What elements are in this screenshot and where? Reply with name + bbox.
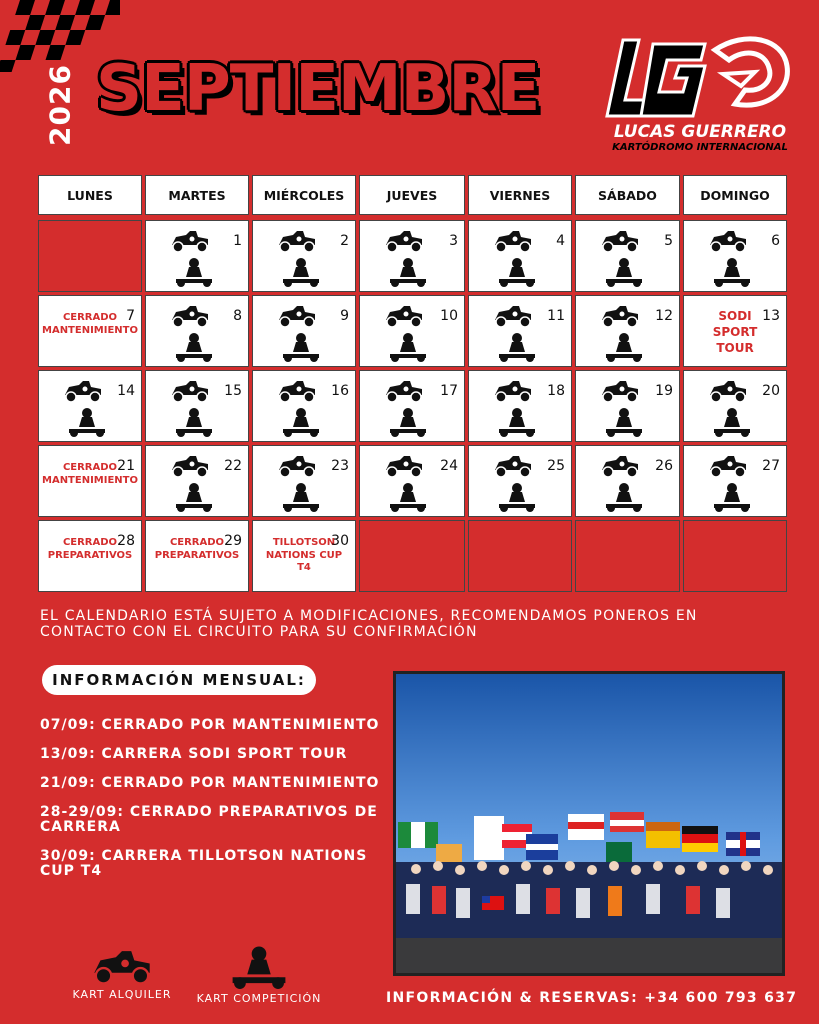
legend-rental — [62, 945, 182, 1001]
day-cell-30 — [252, 520, 356, 592]
day-number: 29 — [224, 533, 242, 549]
day-cell-11 — [468, 295, 572, 367]
competition-kart-icon — [279, 407, 323, 437]
legend-rental-label: KART ALQUILER — [72, 988, 172, 1001]
empty-day-cell — [359, 520, 465, 592]
day-cell-23 — [252, 445, 356, 517]
event-item: 28-29/09: CERRADO PREPARATIVOS DE CARRERA — [40, 804, 378, 835]
competition-kart-icon — [386, 482, 430, 512]
day-number: 8 — [233, 308, 242, 324]
day-number: 21 — [117, 458, 135, 474]
competition-kart-icon — [710, 407, 754, 437]
rental-kart-icon — [706, 452, 750, 478]
day-cell-16 — [252, 370, 356, 442]
day-cell-22 — [145, 445, 249, 517]
competition-kart-icon — [386, 257, 430, 287]
competition-kart-icon — [172, 407, 216, 437]
rental-kart-icon — [61, 377, 105, 403]
day-number: 3 — [449, 233, 458, 249]
day-note: CERRADO PREPARATIVOS — [154, 537, 240, 561]
day-cell-20 — [683, 370, 787, 442]
rental-kart-icon — [706, 377, 750, 403]
day-header-6: SÁBADO — [575, 175, 680, 215]
competition-kart-icon — [495, 407, 539, 437]
event-list — [40, 718, 380, 893]
day-number: 5 — [664, 233, 673, 249]
rental-kart-icon — [275, 227, 319, 253]
day-number: 19 — [655, 383, 673, 399]
day-note: SODI SPORT TOUR — [712, 309, 758, 355]
rental-kart-icon — [491, 452, 535, 478]
day-cell-29 — [145, 520, 249, 592]
day-number: 16 — [331, 383, 349, 399]
day-cell-28 — [38, 520, 142, 592]
day-cell-3 — [359, 220, 465, 292]
day-number: 23 — [331, 458, 349, 474]
day-number: 22 — [224, 458, 242, 474]
day-header-1: LUNES — [38, 175, 142, 215]
day-number: 28 — [117, 533, 135, 549]
day-number: 30 — [331, 533, 349, 549]
rental-kart-icon — [382, 452, 426, 478]
day-cell-18 — [468, 370, 572, 442]
day-header-7: DOMINGO — [683, 175, 787, 215]
disclaimer-text: EL CALENDARIO ESTÁ SUJETO A MODIFICACIONES, RECOMENDAMOS PONEROS EN CONTACTO CON EL CIRCUITO PARA SU CONFIRMACIÓN — [40, 608, 698, 640]
legend-competition-label: KART COMPETICIÓN — [196, 992, 322, 1005]
day-number: 24 — [440, 458, 458, 474]
day-cell-27 — [683, 445, 787, 517]
rental-kart-icon — [275, 302, 319, 328]
rental-kart-icon — [382, 377, 426, 403]
lg-logo-icon — [605, 30, 795, 122]
day-cell-12 — [575, 295, 680, 367]
competition-kart-icon — [172, 482, 216, 512]
day-header-2: MARTES — [145, 175, 249, 215]
day-cell-4 — [468, 220, 572, 292]
monthly-info-title: INFORMACIÓN MENSUAL: — [42, 665, 316, 695]
competition-kart-icon — [279, 257, 323, 287]
rental-kart-icon — [168, 452, 212, 478]
day-note: CERRADO MANTENIMIENTO — [42, 462, 138, 486]
day-cell-15 — [145, 370, 249, 442]
competition-kart-icon — [172, 257, 216, 287]
rental-kart-icon — [168, 302, 212, 328]
competition-kart-icon — [495, 332, 539, 362]
logo-name: LUCAS GUERRERO — [613, 122, 787, 142]
competition-kart-icon — [710, 482, 754, 512]
day-note: CERRADO MANTENIMIENTO — [42, 312, 138, 336]
day-cell-24 — [359, 445, 465, 517]
day-number: 11 — [547, 308, 565, 324]
day-number: 10 — [440, 308, 458, 324]
rental-kart-icon — [598, 227, 642, 253]
rental-kart-icon — [382, 302, 426, 328]
rental-kart-icon — [491, 302, 535, 328]
day-header-5: VIERNES — [468, 175, 572, 215]
rental-kart-icon — [598, 452, 642, 478]
day-number: 17 — [440, 383, 458, 399]
rental-kart-icon — [491, 377, 535, 403]
day-number: 9 — [340, 308, 349, 324]
month-title: SEPTIEMBRE — [96, 52, 540, 126]
day-header-3: MIÉRCOLES — [252, 175, 356, 215]
day-number: 13 — [762, 308, 780, 324]
contact-info: INFORMACIÓN & RESERVAS: +34 600 793 637 — [386, 990, 798, 1006]
day-cell-14 — [38, 370, 142, 442]
competition-kart-icon — [279, 332, 323, 362]
team-photo-with-flags-icon — [396, 674, 782, 973]
year-label: 2026 — [43, 64, 77, 146]
empty-day-cell — [575, 520, 680, 592]
empty-day-cell — [468, 520, 572, 592]
event-item: 07/09: CERRADO POR MANTENIMIENTO — [40, 717, 380, 733]
day-note: TILLOTSON NATIONS CUP T4 — [265, 537, 343, 573]
rental-kart-icon — [168, 377, 212, 403]
empty-day-cell — [683, 520, 787, 592]
day-cell-6 — [683, 220, 787, 292]
rental-kart-icon — [275, 452, 319, 478]
day-cell-19 — [575, 370, 680, 442]
day-cell-5 — [575, 220, 680, 292]
day-cell-17 — [359, 370, 465, 442]
competition-kart-icon — [495, 482, 539, 512]
rental-kart-icon — [168, 227, 212, 253]
rental-kart-icon — [491, 227, 535, 253]
day-number: 20 — [762, 383, 780, 399]
day-cell-1 — [145, 220, 249, 292]
competition-kart-icon — [279, 482, 323, 512]
competition-kart-icon — [495, 257, 539, 287]
day-number: 14 — [117, 383, 135, 399]
competition-kart-icon — [65, 407, 109, 437]
competition-kart-icon — [386, 332, 430, 362]
day-number: 6 — [771, 233, 780, 249]
competition-kart-icon — [386, 407, 430, 437]
brand-logo — [605, 30, 795, 160]
rental-kart-icon — [598, 302, 642, 328]
rental-kart-icon — [87, 945, 157, 985]
day-header-4: JUEVES — [359, 175, 465, 215]
day-cell-25 — [468, 445, 572, 517]
competition-kart-icon — [224, 945, 294, 989]
logo-subtitle: KARTÓDROMO INTERNACIONAL — [612, 142, 788, 153]
day-number: 7 — [126, 308, 135, 324]
legend-competition — [192, 945, 326, 1005]
day-note: CERRADO PREPARATIVOS — [47, 537, 133, 561]
competition-kart-icon — [602, 332, 646, 362]
day-cell-2 — [252, 220, 356, 292]
day-number: 26 — [655, 458, 673, 474]
day-cell-8 — [145, 295, 249, 367]
rental-kart-icon — [275, 377, 319, 403]
rental-kart-icon — [598, 377, 642, 403]
day-number: 15 — [224, 383, 242, 399]
competition-kart-icon — [602, 257, 646, 287]
competition-kart-icon — [710, 257, 754, 287]
day-number: 25 — [547, 458, 565, 474]
event-item: 13/09: CARRERA SODI SPORT TOUR — [40, 746, 348, 762]
day-number: 27 — [762, 458, 780, 474]
day-cell-26 — [575, 445, 680, 517]
rental-kart-icon — [382, 227, 426, 253]
day-cell-10 — [359, 295, 465, 367]
rental-kart-icon — [706, 227, 750, 253]
competition-kart-icon — [602, 482, 646, 512]
team-photo — [393, 671, 785, 976]
competition-kart-icon — [172, 332, 216, 362]
day-number: 4 — [556, 233, 565, 249]
empty-day-cell — [38, 220, 142, 292]
day-cell-7 — [38, 295, 142, 367]
competition-kart-icon — [602, 407, 646, 437]
day-number: 1 — [233, 233, 242, 249]
day-number: 2 — [340, 233, 349, 249]
event-item: 21/09: CERRADO POR MANTENIMIENTO — [40, 775, 380, 791]
day-cell-13 — [683, 295, 787, 367]
event-item: 30/09: CARRERA TILLOTSON NATIONS CUP T4 — [40, 848, 368, 879]
day-number: 12 — [655, 308, 673, 324]
day-cell-9 — [252, 295, 356, 367]
day-number: 18 — [547, 383, 565, 399]
day-cell-21 — [38, 445, 142, 517]
